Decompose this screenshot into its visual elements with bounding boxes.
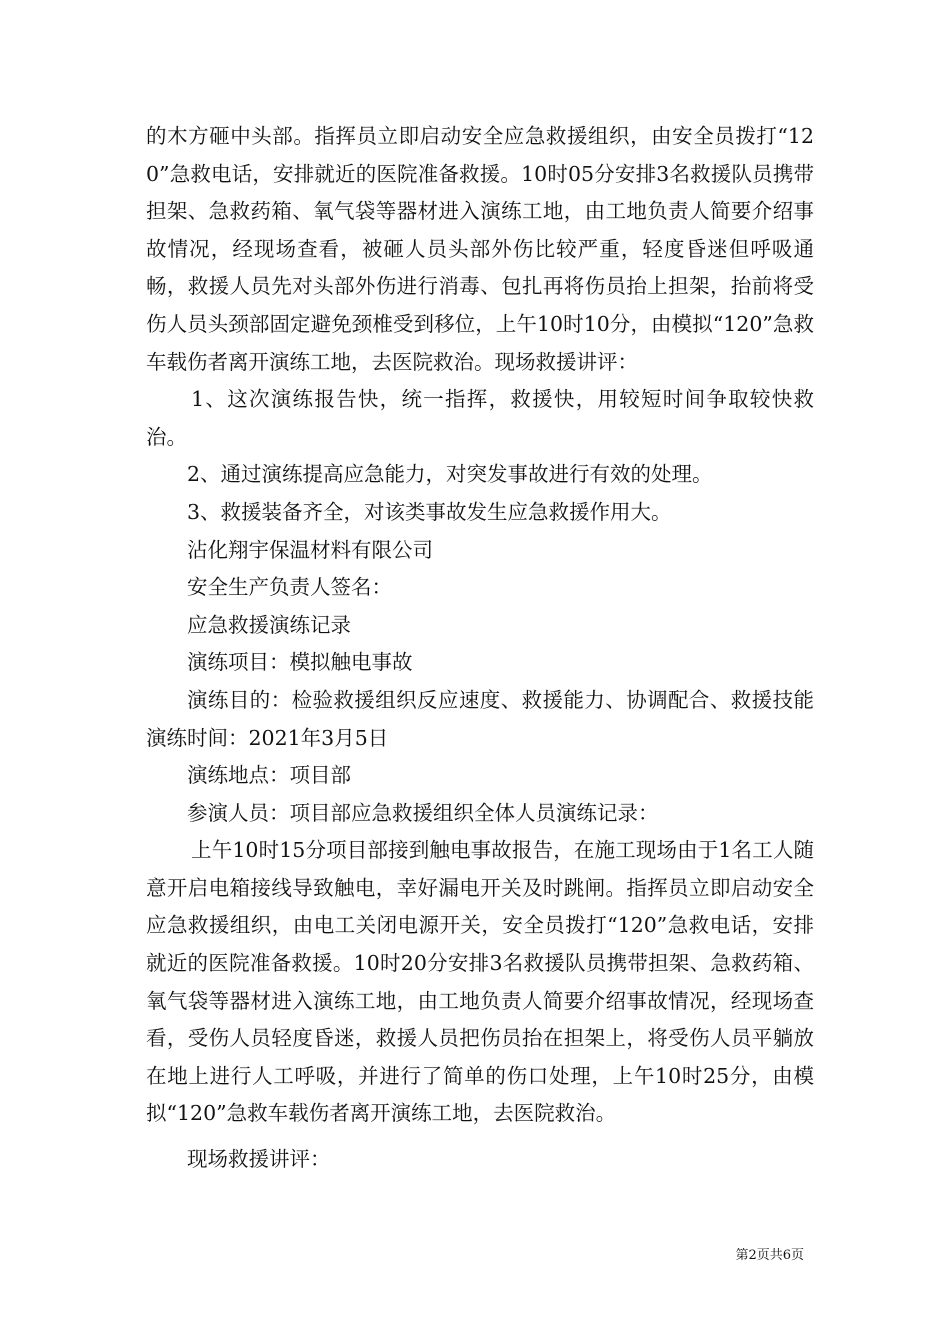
paragraph-drill-location: 演练地点：项目部: [187, 763, 351, 788]
document-body: [146, 118, 814, 1179]
paragraph-drill-project: 演练项目：模拟触电事故: [187, 650, 413, 675]
paragraph-accident-continuation: 的木方砸中头部。指挥员立即启动安全应急救援组织，由安全员拨打“120”急救电话，安排就近的医院准备救援。10时05分安排3名救援队员携带担架、急救药箱、氧气袋等器材进入演练工地，由工地负责人简要介绍事故情况，经现场查看，被砸人员头部外伤比较严重，轻度昏迷但呼吸通畅，救援人员先对头部外伤进行消毒、包扎再将伤员抬上担架，抬前将受伤人员头颈部固定避免颈椎受到移位，上午10时10分，由模拟“120”急救车载伤者离开演练工地，去医院救治。现场救援讲评：: [146, 124, 814, 374]
paragraph-participants: 参演人员：项目部应急救援组织全体人员演练记录：: [187, 800, 659, 825]
paragraph-review-point-2: 2、通过演练提高应急能力，对突发事故进行有效的处理。: [187, 462, 713, 487]
paragraph-review-point-1: 1、这次演练报告快，统一指挥，救援快，用较短时间争取较快救治。: [146, 387, 814, 449]
paragraph-review-point-3: 3、救援装备齐全，对该类事故发生应急救援作用大。: [187, 499, 672, 524]
paragraph-review-heading: 现场救援讲评：: [187, 1147, 331, 1172]
paragraph-signature-line: 安全生产负责人签名：: [187, 575, 392, 600]
paragraph-drill-purpose: 演练目的：检验救援组织反应速度、救援能力、协调配合、救援技能演练时间：2021年3月5日: [146, 687, 814, 750]
paragraph-electric-shock-record: 上午10时15分项目部接到触电事故报告，在施工现场由于1名工人随意开启电箱接线导致触电，幸好漏电开关及时跳闸。指挥员立即启动安全应急救援组织，由电工关闭电源开关，安全员拨打“120”急救电话，安排就近的医院准备救援。10时20分安排3名救援队员携带担架、急救药箱、氧气袋等器材进入演练工地，由工地负责人简要介绍事故情况，经现场查看，受伤人员轻度昏迷，救援人员把伤员抬在担架上，将受伤人员平躺放在地上进行人工呼吸，并进行了简单的伤口处理，上午10时25分，由模拟“120”急救车载伤者离开演练工地，去医院救治。: [146, 838, 814, 1126]
paragraph-record-title: 应急救援演练记录: [187, 612, 351, 637]
page-number: 第2页共6页: [735, 1248, 804, 1263]
paragraph-company-name: 沾化翔宇保温材料有限公司: [187, 537, 433, 562]
